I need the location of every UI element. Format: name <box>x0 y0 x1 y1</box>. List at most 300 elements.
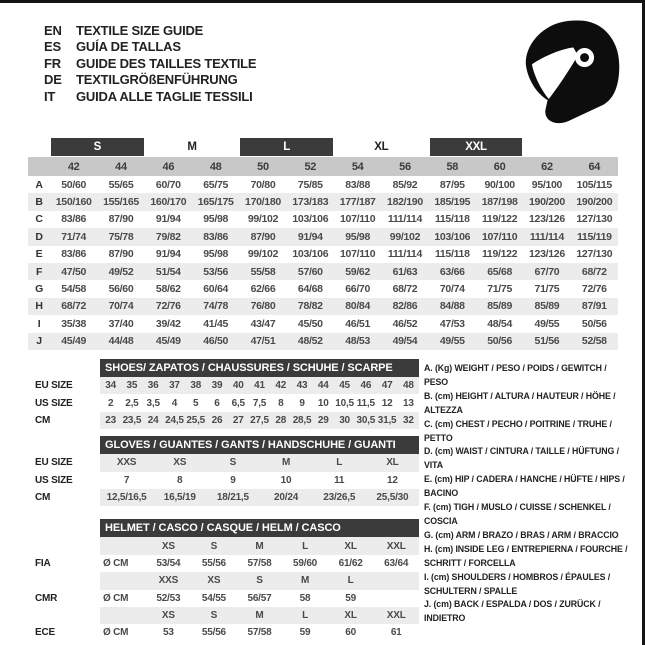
size-group-label: XXL <box>430 138 523 156</box>
shoe-size-value: 37 <box>164 377 185 394</box>
sub-table-title: SHOES/ ZAPATOS / CHAUSSURES / SCHUHE / SCARPE <box>100 359 419 377</box>
shoe-size-value: 23 <box>100 412 121 429</box>
language-title-list <box>44 23 256 105</box>
glove-size-value: 23/26,5 <box>313 489 366 506</box>
numeric-size: 64 <box>571 157 618 176</box>
glove-size-value: L <box>313 454 366 471</box>
helmet-size-label: M <box>237 537 283 554</box>
glove-size-value: 16,5/19 <box>153 489 206 506</box>
shoe-size-value: 39 <box>206 377 227 394</box>
legend-item: E. (cm) HIP / CADERA / HANCHE / HÜFTE / HIPS / BACINO <box>424 474 625 499</box>
size-value: 47/51 <box>239 333 286 350</box>
legend-item: J. (cm) BACK / ESPALDA / DOS / ZURÜCK / INDIETRO <box>424 599 601 624</box>
helmet-standard-label: ECE <box>35 624 100 641</box>
helmet-size-value: 61/62 <box>338 557 363 569</box>
shoe-size-value: 23,5 <box>121 412 142 429</box>
size-value: 45/50 <box>297 317 323 330</box>
helmet-unit-label: Ø CM <box>103 627 129 639</box>
size-value: 65/75 <box>203 178 229 191</box>
size-value: 39/42 <box>155 317 181 330</box>
glove-size-value: XL <box>366 454 419 471</box>
size-group-cell <box>145 136 240 157</box>
language-code: ES <box>44 39 61 55</box>
size-value: 84/88 <box>429 298 476 315</box>
size-value: 85/92 <box>392 178 418 191</box>
helmet-size-value: 58 <box>299 592 311 604</box>
size-group-label: XL <box>374 140 389 153</box>
language-row <box>44 72 256 88</box>
size-value: 64/68 <box>297 283 323 296</box>
size-value: 115/118 <box>434 213 470 226</box>
measurement-row <box>28 298 618 315</box>
legend-item: D. (cm) WAIST / CINTURA / TAILLE / HÜFTUNG / VITA <box>424 446 619 471</box>
size-value: 45/49 <box>145 333 192 350</box>
helmet-size-value: 57/58 <box>247 627 272 639</box>
shoe-size-value: 29 <box>313 412 334 429</box>
size-value: 127/130 <box>576 248 613 261</box>
numeric-size: 56 <box>381 157 428 176</box>
helmet-size-label-row <box>35 607 419 624</box>
shoe-size-value: 6,5 <box>231 397 245 409</box>
size-value: 87/95 <box>439 178 465 191</box>
measurement-row-label: E <box>35 248 43 261</box>
sub-title-row <box>35 359 419 377</box>
glove-size-value: 11 <box>334 474 345 486</box>
size-value: 83/88 <box>345 178 371 191</box>
size-value: 182/190 <box>381 193 428 210</box>
numeric-size: 54 <box>334 157 381 176</box>
numeric-size: 62 <box>523 157 570 176</box>
size-value: 60/70 <box>155 178 181 191</box>
size-value: 62/66 <box>250 283 276 296</box>
size-value: 105/115 <box>576 178 612 191</box>
size-value: 48/53 <box>334 333 381 350</box>
size-value: 58/62 <box>155 283 181 296</box>
sub-row-label: CM <box>35 489 100 506</box>
racing-helmet-icon <box>514 15 626 127</box>
size-value: 190/200 <box>571 193 618 210</box>
size-value: 91/94 <box>155 248 181 261</box>
legend-item: C. (cm) CHEST / PECHO / POITRINE / TRUHE / PETTO <box>424 418 612 443</box>
glove-size-value: 25,5/30 <box>366 489 419 506</box>
glove-size-value: 20/24 <box>259 489 312 506</box>
sub-row-label: US SIZE <box>35 394 100 411</box>
shoe-size-value: 28 <box>270 412 291 429</box>
measurement-row-label: A <box>35 178 43 191</box>
size-group-cell <box>239 136 334 157</box>
helmet-value-row <box>35 590 419 607</box>
sub-table-row <box>35 489 419 506</box>
size-value: 107/110 <box>339 248 376 261</box>
helmet-size-value: 59/60 <box>293 557 318 569</box>
measurement-legend <box>424 362 632 626</box>
glove-size-value: S <box>206 454 259 471</box>
language-code: DE <box>44 72 62 88</box>
size-value: 85/89 <box>523 298 570 315</box>
size-value: 173/183 <box>287 193 334 210</box>
numeric-size: 42 <box>50 157 97 176</box>
glove-size-value: 18/21,5 <box>206 489 259 506</box>
shoe-size-value: 10 <box>317 397 329 409</box>
shoe-size-value: 28,5 <box>291 412 312 429</box>
numeric-size: 46 <box>145 157 192 176</box>
size-value: 74/78 <box>192 298 239 315</box>
size-value: 48/52 <box>287 333 334 350</box>
shoe-size-value: 24,5 <box>164 412 185 429</box>
shoe-size-value: 48 <box>398 377 419 394</box>
helmet-size-label: XS <box>146 537 192 554</box>
sub-table-title: GLOVES / GUANTES / GANTS / HANDSCHUHE / GUANTI <box>100 436 419 454</box>
measurement-row-label: G <box>35 283 43 296</box>
helmet-size-value: 53 <box>162 627 174 639</box>
size-group-label: L <box>240 138 333 156</box>
size-value: 71/75 <box>487 283 512 296</box>
size-value: 37/40 <box>108 317 134 330</box>
size-value: 49/52 <box>97 263 144 280</box>
language-row <box>44 23 256 39</box>
legend-item: H. (cm) INSIDE LEG / ENTREPIERNA / FOURCHE / SCHRITT / FORCELLA <box>424 543 628 568</box>
size-value: 56/60 <box>108 283 134 296</box>
helmet-size-label: S <box>237 572 283 589</box>
size-value: 75/78 <box>97 228 144 245</box>
sub-row-label: EU SIZE <box>35 377 100 394</box>
shoe-size-value: 46 <box>355 377 376 394</box>
size-value: 103/106 <box>292 248 329 261</box>
size-value: 111/114 <box>523 228 570 245</box>
size-value: 119/122 <box>481 248 518 261</box>
helmet-size-label: M <box>237 607 283 624</box>
shoe-size-value: 10,5 <box>335 397 354 409</box>
size-value: 119/122 <box>481 213 518 226</box>
sub-table-row <box>35 454 419 471</box>
size-value: 49/55 <box>429 333 476 350</box>
helmet-size-value: 61 <box>390 627 402 639</box>
shoe-size-value: 47 <box>376 377 397 394</box>
helmet-unit-spacer <box>100 607 146 624</box>
lower-tables <box>35 359 419 645</box>
shoes-size-table <box>35 359 419 429</box>
shoe-size-value: 34 <box>100 377 121 394</box>
size-value: 55/65 <box>108 178 134 191</box>
helmet-size-label: XS <box>146 607 192 624</box>
language-title: TEXTILGRÖßENFÜHRUNG <box>76 72 238 88</box>
helmet-size-label: M <box>282 572 328 589</box>
size-value: 76/80 <box>239 298 286 315</box>
shoe-size-value: 8 <box>278 397 284 409</box>
sub-title-spacer <box>35 519 100 537</box>
numeric-size: 60 <box>476 157 523 176</box>
helmet-size-label: XXS <box>146 572 192 589</box>
size-value: 72/76 <box>581 283 607 296</box>
helmet-value-row <box>35 624 419 641</box>
size-value: 71/75 <box>534 283 560 296</box>
size-value: 123/126 <box>529 248 565 261</box>
shoe-size-value: 24 <box>143 412 164 429</box>
size-value: 155/165 <box>97 193 144 210</box>
size-value: 177/187 <box>334 193 381 210</box>
size-value: 150/160 <box>50 193 97 210</box>
size-value: 115/119 <box>571 228 618 245</box>
size-value: 44/48 <box>97 333 144 350</box>
size-value: 49/55 <box>534 317 560 330</box>
helmet-size-label: XL <box>328 537 374 554</box>
size-value: 83/86 <box>61 213 87 226</box>
size-value: 107/110 <box>476 228 523 245</box>
size-value: 82/86 <box>381 298 428 315</box>
measurement-row-label: C <box>35 213 43 226</box>
sub-row-label: CM <box>35 412 100 429</box>
numeric-size: 48 <box>192 157 239 176</box>
shoe-size-value: 27,5 <box>249 412 270 429</box>
size-value: 170/180 <box>239 193 286 210</box>
size-value: 70/74 <box>97 298 144 315</box>
numeric-spacer <box>28 157 50 176</box>
measurement-row-label: J <box>28 333 50 350</box>
sub-row-spacer <box>35 572 100 589</box>
measurement-row-label: H <box>28 298 50 315</box>
helmet-size-value: 59 <box>345 592 356 604</box>
size-value: 61/63 <box>381 263 428 280</box>
language-code: FR <box>44 55 61 71</box>
size-value: 91/94 <box>287 228 334 245</box>
sub-table-row <box>35 394 419 411</box>
helmet-size-value: 63/64 <box>384 557 409 569</box>
size-value: 50/60 <box>61 178 87 191</box>
measurement-row <box>28 315 618 332</box>
sub-table-row <box>35 377 419 394</box>
size-value: 53/56 <box>192 263 239 280</box>
size-value: 71/74 <box>50 228 97 245</box>
helmet-size-value: 59 <box>299 627 311 639</box>
shoe-size-value: 35 <box>121 377 142 394</box>
sub-title-spacer <box>35 359 100 377</box>
sub-table-row <box>35 472 419 489</box>
helmet-standard-label: CMR <box>35 590 100 607</box>
glove-size-value: 12,5/16,5 <box>100 489 153 506</box>
measurement-row-label: I <box>37 317 41 330</box>
size-value: 46/50 <box>192 333 239 350</box>
gloves-size-table <box>35 436 419 506</box>
size-value: 55/58 <box>239 263 286 280</box>
size-value: 70/80 <box>250 178 276 191</box>
numeric-size: 50 <box>239 157 286 176</box>
size-value: 45/49 <box>50 333 97 350</box>
measurement-row <box>28 263 618 280</box>
helmet-size-value: 52/53 <box>156 592 181 604</box>
glove-size-value: XS <box>153 454 206 471</box>
size-value: 99/102 <box>247 213 279 226</box>
helmet-size-label: XXL <box>373 537 419 554</box>
size-group-row <box>28 136 618 157</box>
numeric-size: 58 <box>429 157 476 176</box>
glove-size-value: 9 <box>230 474 236 486</box>
group-spacer <box>523 136 570 157</box>
size-table-body <box>28 176 618 350</box>
helmet-value-row <box>35 555 419 572</box>
size-value: 47/50 <box>50 263 97 280</box>
helmet-size-label: XS <box>191 572 237 589</box>
glove-size-value: 12 <box>387 474 398 486</box>
legend-item: A. (Kg) WEIGHT / PESO / POIDS / GEWITCH / PESO <box>424 363 607 387</box>
numeric-size-row <box>28 157 618 176</box>
sub-row-spacer <box>35 537 100 554</box>
size-value: 103/106 <box>429 228 476 245</box>
shoe-size-value: 44 <box>313 377 334 394</box>
size-value: 43/47 <box>250 317 276 330</box>
size-value: 87/91 <box>571 298 618 315</box>
size-value: 185/195 <box>429 193 476 210</box>
sub-row-label: EU SIZE <box>35 454 100 471</box>
measurement-row <box>28 193 618 210</box>
size-value: 160/170 <box>145 193 192 210</box>
size-value: 99/102 <box>247 248 279 261</box>
size-value: 51/56 <box>523 333 570 350</box>
size-value: 190/200 <box>523 193 570 210</box>
size-value: 123/126 <box>529 213 565 226</box>
shoe-size-value: 27 <box>228 412 249 429</box>
measurement-row <box>28 176 618 193</box>
shoe-size-value: 25,5 <box>185 412 206 429</box>
measurement-row <box>28 333 618 350</box>
helmet-size-value: 55/56 <box>201 557 226 569</box>
shoe-size-value: 36 <box>143 377 164 394</box>
size-value: 87/90 <box>108 248 134 261</box>
size-value: 46/52 <box>392 317 418 330</box>
helmet-standard-label: FIA <box>35 555 100 572</box>
size-value: 50/56 <box>581 317 607 330</box>
helmet-size-label: L <box>282 537 328 554</box>
shoe-size-value: 3,5 <box>146 397 160 409</box>
helmet-size-label: S <box>191 537 237 554</box>
legend-item: F. (cm) TIGH / MUSLO / CUISSE / SCHENKEL / COSCIA <box>424 502 611 526</box>
size-value: 91/94 <box>155 213 181 226</box>
language-title: TEXTILE SIZE GUIDE <box>76 23 204 38</box>
language-row <box>44 56 256 72</box>
helmet-size-value: 56/57 <box>247 592 272 604</box>
sub-title-spacer <box>35 436 100 454</box>
size-value: 90/100 <box>484 178 515 191</box>
shoe-size-value: 7,5 <box>252 397 267 409</box>
shoe-size-value: 31,5 <box>376 412 397 429</box>
glove-size-value: M <box>259 454 312 471</box>
size-value: 95/100 <box>531 178 563 191</box>
helmet-unit-spacer <box>100 537 146 554</box>
shoe-size-value: 11,5 <box>356 397 375 409</box>
shoe-size-value: 30 <box>334 412 355 429</box>
size-group-label: S <box>51 138 144 156</box>
sub-table-row <box>35 412 419 429</box>
language-code: EN <box>44 23 62 38</box>
size-group-cell <box>334 136 429 157</box>
measurement-row <box>28 211 618 228</box>
language-row <box>44 39 256 55</box>
helmet-size-value: 53/54 <box>156 557 181 569</box>
size-value: 107/110 <box>339 213 376 226</box>
size-value: 85/89 <box>476 298 523 315</box>
size-value: 83/86 <box>192 228 239 245</box>
size-value: 87/90 <box>108 213 134 226</box>
shoe-size-value: 43 <box>291 377 312 394</box>
group-spacer <box>28 136 50 157</box>
shoe-size-value: 38 <box>185 377 206 394</box>
sub-table-title: HELMET / CASCO / CASQUE / HELM / CASCO <box>100 519 419 537</box>
glove-size-value: 7 <box>123 474 130 486</box>
size-value: 51/54 <box>145 263 192 280</box>
size-value: 68/72 <box>50 298 97 315</box>
shoe-size-value: 13 <box>402 397 414 409</box>
shoe-size-value: 30,5 <box>355 412 376 429</box>
size-value: 95/98 <box>203 213 229 226</box>
helmet-size-label: XL <box>328 607 374 624</box>
glove-size-value: XXS <box>100 454 153 471</box>
helmet-size-value <box>373 590 419 607</box>
sub-row-label: US SIZE <box>35 472 100 489</box>
size-value: 75/85 <box>297 178 323 191</box>
size-value: 50/56 <box>476 333 523 350</box>
size-value: 72/76 <box>145 298 192 315</box>
language-title: GUIDA ALLE TAGLIE TESSILI <box>76 88 253 104</box>
legend-item: G. (cm) ARM / BRAZO / BRAS / ARM / BRACCIO <box>424 529 619 540</box>
language-title: GUIDE DES TAILLES TEXTILE <box>76 55 257 71</box>
language-row <box>44 89 256 105</box>
helmet-size-label: S <box>191 607 237 624</box>
glove-size-value: 8 <box>177 474 183 486</box>
size-value: 111/114 <box>387 248 423 261</box>
size-table-head <box>28 136 618 176</box>
size-value: 35/38 <box>61 317 87 330</box>
size-value: 65/68 <box>476 263 523 280</box>
size-value: 111/114 <box>387 213 423 226</box>
measurement-row <box>28 228 618 245</box>
size-value: 60/64 <box>203 283 229 296</box>
size-group-label: M <box>187 140 197 153</box>
size-value: 95/98 <box>334 228 381 245</box>
measurement-row <box>28 246 618 263</box>
numeric-size: 52 <box>287 157 334 176</box>
size-value: 68/72 <box>392 283 418 296</box>
shoe-size-value: 12 <box>381 397 393 409</box>
shoe-size-value: 45 <box>334 377 355 394</box>
size-group-cell <box>50 136 145 157</box>
size-value: 67/70 <box>523 263 570 280</box>
size-value: 83/86 <box>61 248 87 261</box>
size-value: 80/84 <box>334 298 381 315</box>
size-value: 103/106 <box>292 213 329 226</box>
size-value: 78/82 <box>287 298 334 315</box>
sub-row-spacer <box>35 607 100 624</box>
glove-size-value: 10 <box>280 474 292 486</box>
size-value: 48/54 <box>487 317 512 330</box>
sub-title-row <box>35 519 419 537</box>
size-value: 63/66 <box>429 263 476 280</box>
shoe-size-value: 2 <box>107 397 114 409</box>
shoe-size-value: 2,5 <box>125 397 139 409</box>
size-value: 59/62 <box>334 263 381 280</box>
shoe-size-value: 4 <box>171 397 178 409</box>
helmet-unit-spacer <box>100 572 146 589</box>
helmet-size-table <box>35 519 419 641</box>
measurement-row-label: F <box>28 263 50 280</box>
size-value: 165/175 <box>192 193 239 210</box>
visor-pivot-inner <box>580 53 589 62</box>
helmet-size-label: L <box>282 607 328 624</box>
shoe-size-value: 32 <box>398 412 419 429</box>
measurement-row-label: B <box>28 193 50 210</box>
size-value: 70/74 <box>439 283 465 296</box>
shoe-size-value: 9 <box>299 397 305 409</box>
size-value: 99/102 <box>381 228 428 245</box>
helmet-size-value: 55/56 <box>201 627 226 639</box>
